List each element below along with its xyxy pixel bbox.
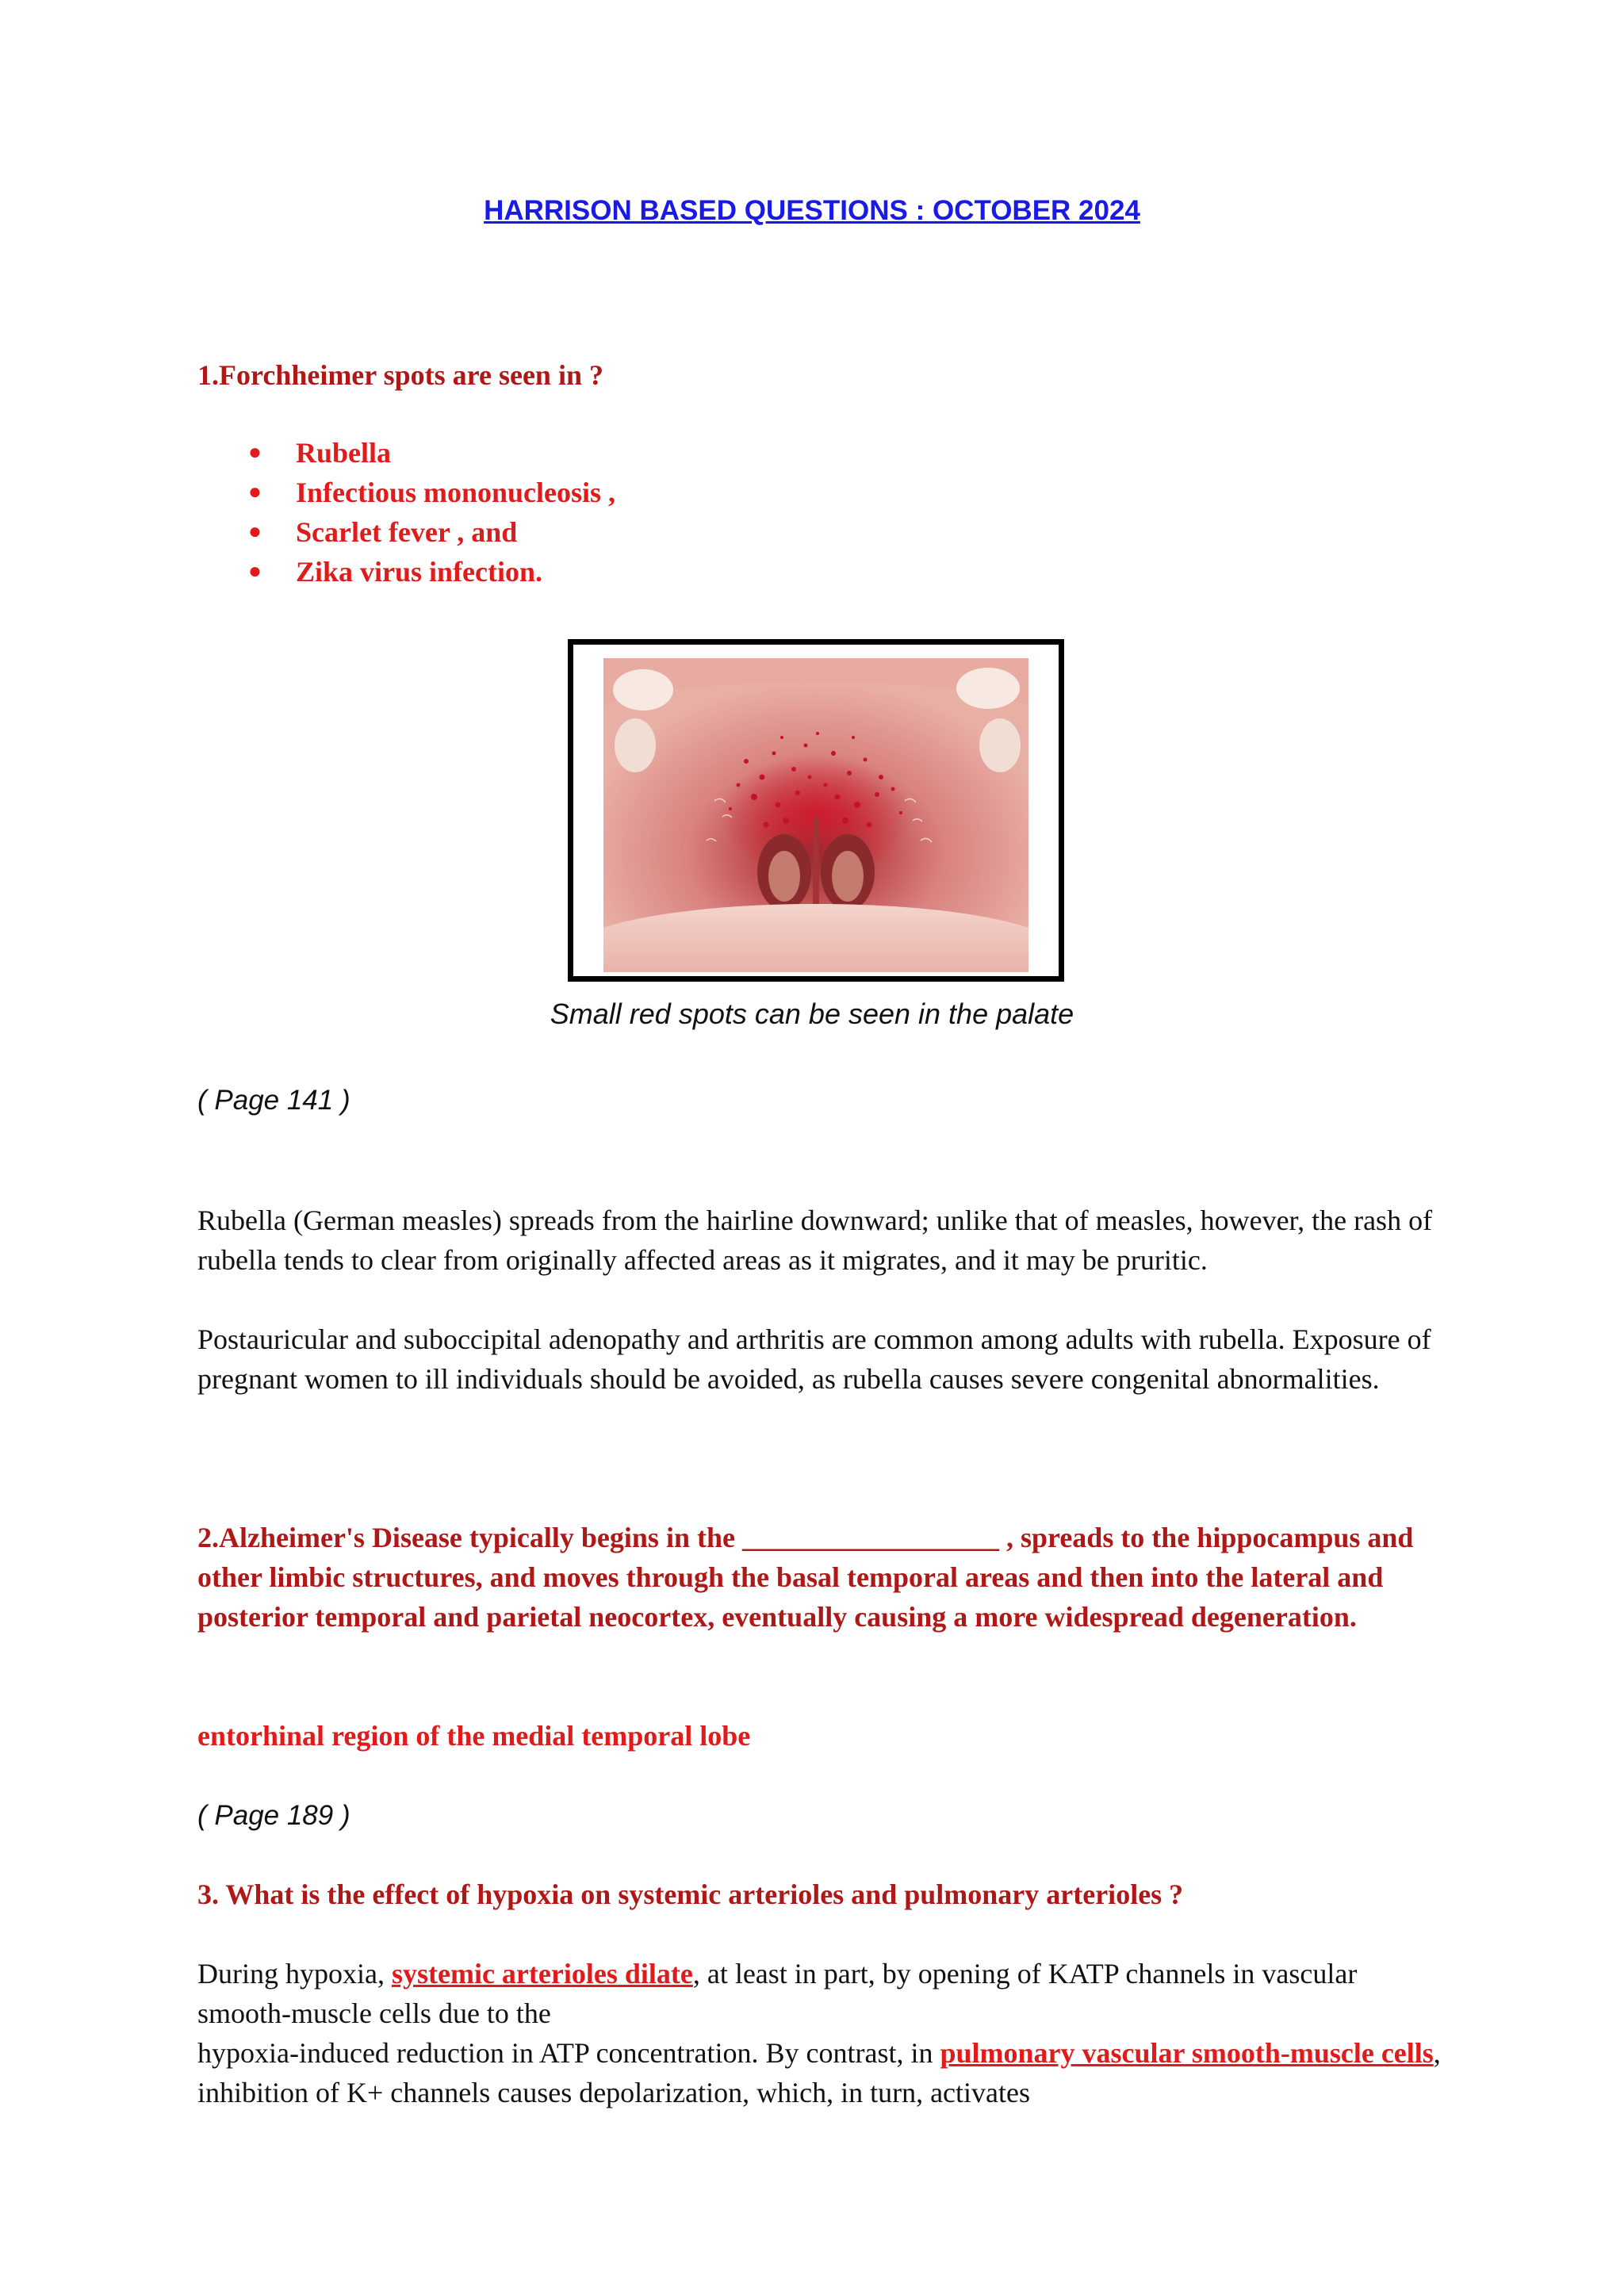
question-1-options [197,433,615,592]
bullet-icon: ● [248,519,262,544]
figure-caption: Small red spots can be seen in the palate [550,998,1074,1030]
rubella-paragraph-2: Postauricular and suboccipital adenopathy and arthritis are common among adults with rubella. Exposure of pregnant women to ill individuals should be avoided, as rubella causes severe congenital abnormalities. [197,1323,1431,1395]
hypoxia-text-4: , inhibition of K+ channels causes depolarization, which, in turn, activates [197,2037,1441,2108]
highlight-pulmonary-smooth-muscle: pulmonary vascular smooth-muscle cells [940,2037,1434,2069]
page-reference-1: ( Page 141 ) [197,1085,350,1116]
question-3: 3. What is the effect of hypoxia on systemic arterioles and pulmonary arterioles ? [197,1878,1184,1910]
option-zika-virus [197,552,615,592]
option-infectious-mononucleosis [197,473,615,512]
question-2: 2.Alzheimer's Disease typically begins in the __________________ , spreads to the hippocampus and other limbic structures, and moves through the basal temporal areas and then into the lateral and posterior temporal and parietal neocortex, eventually causing a more widespread degeneration. [197,1522,1414,1633]
option-label: Rubella [296,437,392,469]
hypoxia-text-1: During hypoxia, [197,1958,392,1990]
hypoxia-text-3: hypoxia-induced reduction in ATP concentration. By contrast, in [197,2037,940,2069]
bullet-icon: ● [248,559,262,584]
document-title: HARRISON BASED QUESTIONS : OCTOBER 2024 [484,195,1140,226]
bullet-icon: ● [248,440,262,465]
hypoxia-text-2: , at least in part, by opening of KATP channels in vascular smooth-muscle cells due to the [197,1958,1358,2029]
option-label: Scarlet fever , and [296,516,518,548]
highlight-systemic-arterioles: systemic arterioles dilate [391,1958,693,1990]
rubella-paragraph-1: Rubella (German measles) spreads from the hairline downward; unlike that of measles, however, the rash of rubella tends to clear from originally affected areas as it migrates, and it may be pruritic. [197,1204,1433,1276]
question-1: 1.Forchheimer spots are seen in ? [197,359,603,391]
answer-2: entorhinal region of the medial temporal lobe [197,1720,751,1752]
option-label: Infectious mononucleosis , [296,477,616,508]
option-label: Zika virus infection. [296,556,543,588]
palate-photo [603,658,1028,972]
hypoxia-paragraph [197,1954,1450,2112]
option-rubella [197,433,615,473]
option-scarlet-fever [197,512,615,552]
bullet-icon: ● [248,480,262,504]
palate-figure [568,639,1064,982]
page-reference-2: ( Page 189 ) [197,1800,350,1831]
